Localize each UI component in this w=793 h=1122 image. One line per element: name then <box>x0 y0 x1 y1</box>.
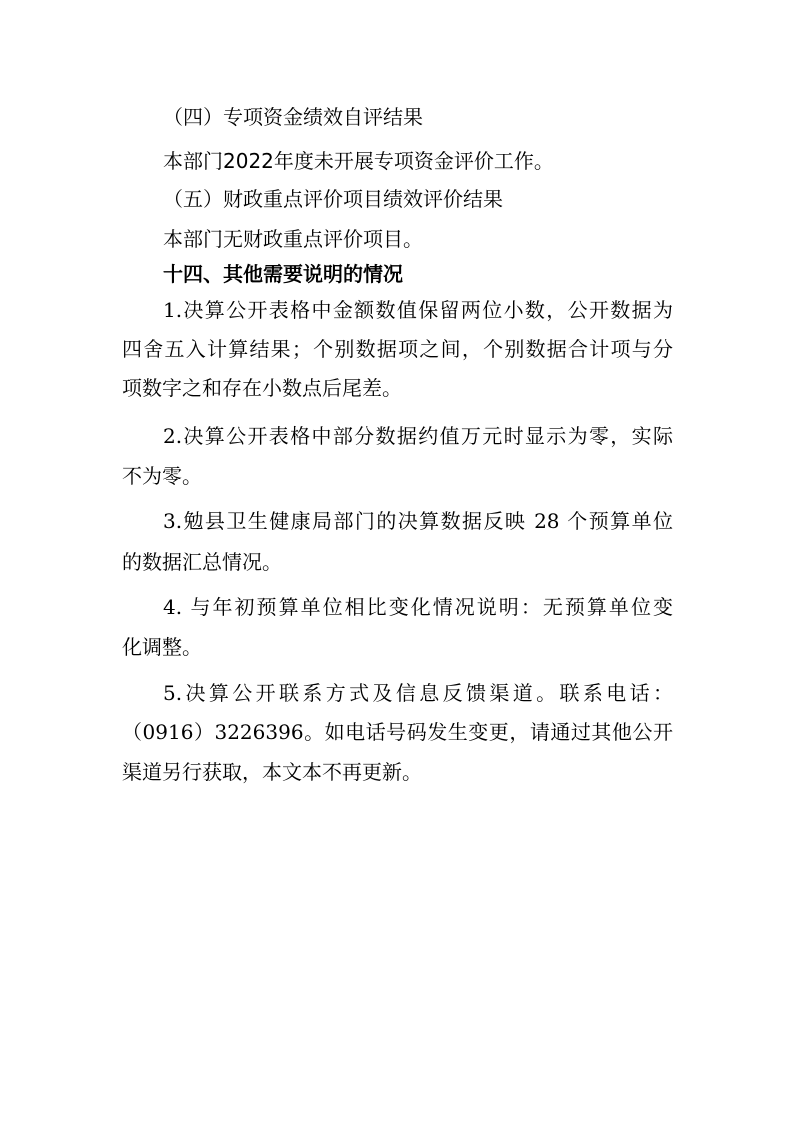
section-5-heading: （五）财政重点评价项目绩效评价结果 <box>163 187 503 211</box>
item-2-line-2: 不为零。 <box>122 464 202 488</box>
item-3-line-1: 3.勉县卫生健康局部门的决算数据反映 28 个预算单位 <box>163 509 673 533</box>
item-4-line-1: 4. 与年初预算单位相比变化情况说明：无预算单位变 <box>163 595 673 619</box>
section-5-body: 本部门无财政重点评价项目。 <box>163 227 423 251</box>
item-2-line-1: 2.决算公开表格中部分数据约值万元时显示为零，实际 <box>163 424 673 448</box>
item-5-line-1: 5.决算公开联系方式及信息反馈渠道。联系电话： <box>163 681 673 705</box>
section-4-body-prefix: 本部门 <box>163 149 223 173</box>
item-5-line-2: （0916）3226396。如电话号码发生变更，请通过其他公开 <box>122 720 673 744</box>
item-3-line-2: 的数据汇总情况。 <box>122 550 282 574</box>
item-4-line-2: 化调整。 <box>122 635 202 659</box>
item-5-line-3: 渠道另行获取，本文本不再更新。 <box>122 760 422 784</box>
item-1-line-1: 1.决算公开表格中金额数值保留两位小数，公开数据为 <box>163 298 673 322</box>
section-4-body <box>163 148 554 174</box>
section-4-body-emphasis: 2022年度未开展专项资金评价工作。 <box>223 149 554 173</box>
section-4-heading: （四）专项资金绩效自评结果 <box>163 105 423 129</box>
section-14-heading: 十四、其他需要说明的情况 <box>163 262 403 286</box>
item-1-line-3: 项数字之和存在小数点后尾差。 <box>122 376 402 400</box>
item-1-line-2: 四舍五入计算结果；个别数据项之间，个别数据合计项与分 <box>122 337 673 361</box>
